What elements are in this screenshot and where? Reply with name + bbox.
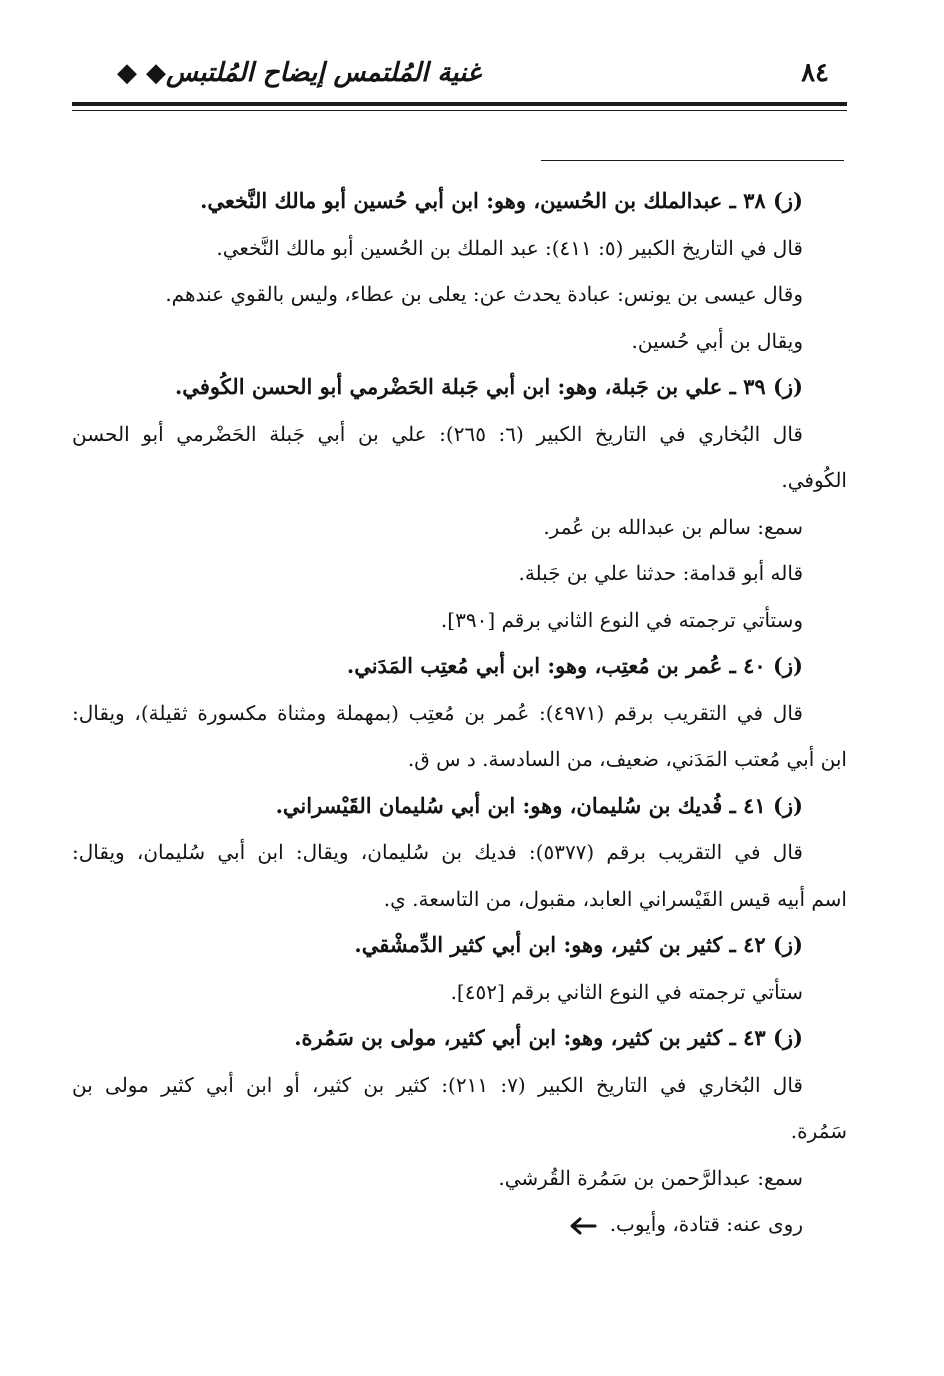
text-line: قال في التقريب برقم (٥٣٧٧): فديك بن سُليمان، ويقال: ابن أبي سُليمان، ويقال: bbox=[72, 840, 803, 864]
text-line: وقال عيسى بن يونس: عبادة يحدث عن: يعلى بن عطاء، وليس بالقوي عندهم. bbox=[165, 282, 803, 306]
text-line: الكُوفي. bbox=[781, 468, 847, 492]
body-text bbox=[72, 178, 847, 1248]
text-line: ويقال بن أبي حُسين. bbox=[631, 328, 803, 353]
entry-heading: (ز) ٤٢ ـ كثير بن كثير، وهو: ابن أبي كثير الدِّمشْقي. bbox=[354, 932, 803, 957]
text-line: سمع: سالم بن عبدالله بن عُمر. bbox=[543, 514, 803, 539]
running-title: غنية المُلتمس إيضاح المُلتبس◆ ◆ bbox=[117, 58, 481, 88]
text-line: روى عنه: قتادة، وأيوب. bbox=[609, 1212, 803, 1236]
arrow-left-icon bbox=[569, 1217, 597, 1235]
text-line: سمع: عبدالرَّحمن بن سَمُرة القُرشي. bbox=[498, 1165, 803, 1190]
entry-heading: (ز) ٤٣ ـ كثير بن كثير، وهو: ابن أبي كثير، مولى بن سَمُرة. bbox=[294, 1025, 803, 1050]
text-line: ستأتي ترجمته في النوع الثاني برقم [٤٥٢]. bbox=[450, 979, 803, 1004]
entry-heading: (ز) ٣٨ ـ عبدالملك بن الحُسين، وهو: ابن أبي حُسين أبو مالك النَّخعي. bbox=[200, 188, 803, 213]
text-line: قال البُخاري في التاريخ الكبير (٧: ٢١١): كثير بن كثير، أو ابن أبي كثير مولى بن bbox=[72, 1072, 803, 1097]
entry-heading: (ز) ٣٩ ـ علي بن جَبلة، وهو: ابن أبي جَبلة الحَضْرمي أبو الحسن الكُوفي. bbox=[175, 374, 803, 399]
entry-heading: (ز) ٤١ ـ فُديك بن سُليمان، وهو: ابن أبي سُليمان القَيْسراني. bbox=[275, 792, 803, 818]
text-line: سَمُرة. bbox=[790, 1119, 847, 1143]
text-line: ابن أبي مُعتب المَدَني، ضعيف، من السادسة. د س ق. bbox=[407, 747, 847, 771]
text-line: اسم أبيه قيس القَيْسراني العابد، مقبول، من التاسعة. ي. bbox=[383, 886, 847, 911]
entry-heading: (ز) ٤٠ ـ عُمر بن مُعتِب، وهو: ابن أبي مُعتِب المَدَني. bbox=[346, 653, 803, 678]
header-rule-thin bbox=[72, 110, 847, 111]
page-number: ٨٤ bbox=[801, 58, 829, 88]
header-rule-thick bbox=[72, 102, 847, 106]
text-line: قاله أبو قدامة: حدثنا علي بن جَبلة. bbox=[518, 561, 803, 585]
section-rule bbox=[541, 160, 844, 161]
page-header bbox=[72, 56, 847, 96]
text-line: وستأتي ترجمته في النوع الثاني برقم [٣٩٠]. bbox=[440, 607, 803, 632]
text-line: قال في التقريب برقم (٤٩٧١): عُمر بن مُعتِب (بمهملة ومثناة مكسورة ثقيلة)، ويقال: bbox=[72, 700, 803, 725]
last-text-line bbox=[72, 1201, 847, 1248]
text-line: قال البُخاري في التاريخ الكبير (٦: ٢٦٥): علي بن أبي جَبلة الحَضْرمي أبو الحسن bbox=[72, 421, 803, 446]
text-line: قال في التاريخ الكبير (٥: ٤١١): عبد الملك بن الحُسين أبو مالك النَّخعي. bbox=[216, 235, 803, 260]
